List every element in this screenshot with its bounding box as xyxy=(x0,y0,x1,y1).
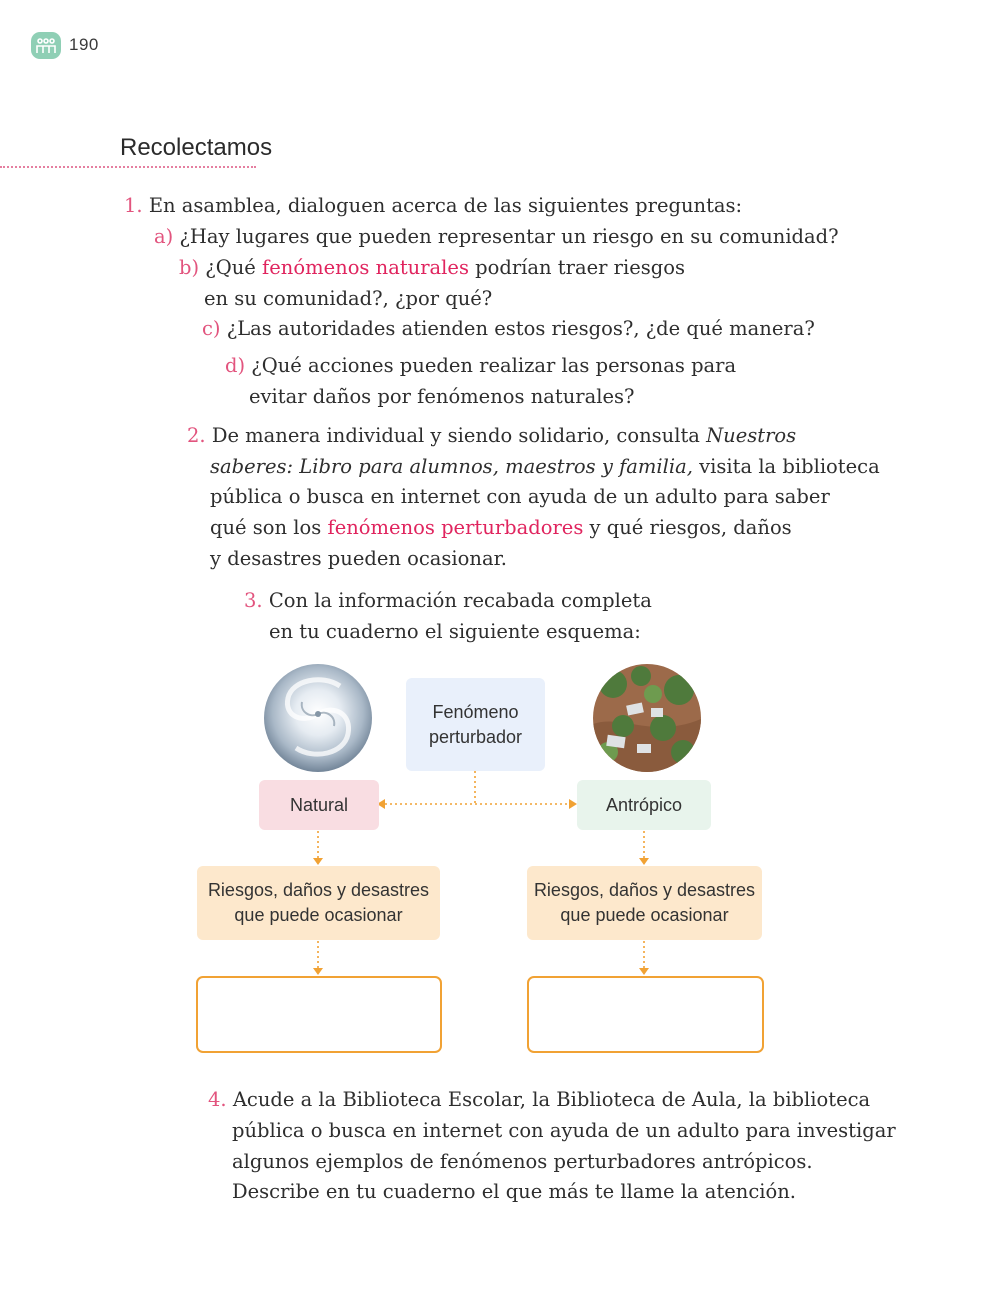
hurricane-photo xyxy=(264,664,372,772)
natural-label: Natural xyxy=(289,794,349,815)
item-letter: c) xyxy=(202,317,221,340)
question-number: 4. xyxy=(208,1088,227,1111)
root-label-line1: Fenómeno xyxy=(432,701,519,722)
item-text: ¿Qué xyxy=(205,256,256,279)
question-text: qué son los xyxy=(210,516,322,539)
flood-photo xyxy=(593,664,701,772)
question-2-line3: pública o busca en internet con ayuda de un adulto para saber xyxy=(210,485,830,508)
item-letter: b) xyxy=(179,256,200,279)
risk-label-line2: que puede ocasionar xyxy=(560,905,729,925)
question-3-line2: en tu cuaderno el siguiente esquema: xyxy=(269,620,641,643)
question-4-line3: algunos ejemplos de fenómenos perturbadores antrópicos. xyxy=(232,1150,813,1173)
root-label-line2: perturbador xyxy=(428,726,523,747)
risk-label-line1: Riesgos, daños y desastres xyxy=(207,880,430,900)
diagram-root-box xyxy=(406,678,545,771)
answer-box-antropico xyxy=(527,976,764,1053)
question-text: De manera individual y siendo solidario, consulta xyxy=(211,424,700,447)
question-number: 3. xyxy=(244,589,263,612)
question-4-line1 xyxy=(208,1084,870,1115)
question-4-line2: pública o busca en internet con ayuda de un adulto para investigar xyxy=(232,1119,896,1142)
page-number: 190 xyxy=(69,35,99,54)
question-1b-line2: en su comunidad?, ¿por qué? xyxy=(204,287,493,310)
risk-label-line2: que puede ocasionar xyxy=(234,905,403,925)
question-text: Acude a la Biblioteca Escolar, la Biblioteca de Aula, la biblioteca xyxy=(232,1088,871,1111)
risk-box-natural xyxy=(197,866,440,940)
question-text: En asamblea, dialoguen acerca de las siguientes preguntas: xyxy=(148,194,743,217)
natural-box xyxy=(259,780,379,830)
risk-box-antropico xyxy=(527,866,762,940)
item-letter: a) xyxy=(154,225,174,248)
answer-box-natural xyxy=(196,976,442,1053)
item-text: ¿Hay lugares que pueden representar un riesgo en su comunidad? xyxy=(179,225,839,248)
book-title: Nuestros xyxy=(706,424,797,447)
question-number: 2. xyxy=(187,424,206,447)
item-letter: d) xyxy=(225,354,246,377)
question-text: visita la biblioteca xyxy=(699,455,880,478)
item-text: podrían traer riesgos xyxy=(475,256,685,279)
book-title: saberes: Libro para alumnos, maestros y familia, xyxy=(210,455,693,478)
question-text: Con la información recabada completa xyxy=(268,589,652,612)
section-title: Recolectamos xyxy=(120,134,273,161)
item-text: ¿Las autoridades atienden estos riesgos?, ¿de qué manera? xyxy=(226,317,815,340)
question-text: y qué riesgos, daños xyxy=(589,516,792,539)
item-text: ¿Qué acciones pueden realizar las personas para xyxy=(251,354,737,377)
question-4-line4: Describe en tu cuaderno el que más te llame la atención. xyxy=(232,1180,796,1203)
antropico-box xyxy=(577,780,711,830)
question-number: 1. xyxy=(124,194,143,217)
highlight-term: fenómenos naturales xyxy=(262,256,469,279)
question-1d-line2: evitar daños por fenómenos naturales? xyxy=(249,385,635,408)
question-2-line5: y desastres pueden ocasionar. xyxy=(210,547,507,570)
highlight-term: fenómenos perturbadores xyxy=(327,516,584,539)
risk-label-line1: Riesgos, daños y desastres xyxy=(533,880,756,900)
antropico-label: Antrópico xyxy=(605,794,683,815)
